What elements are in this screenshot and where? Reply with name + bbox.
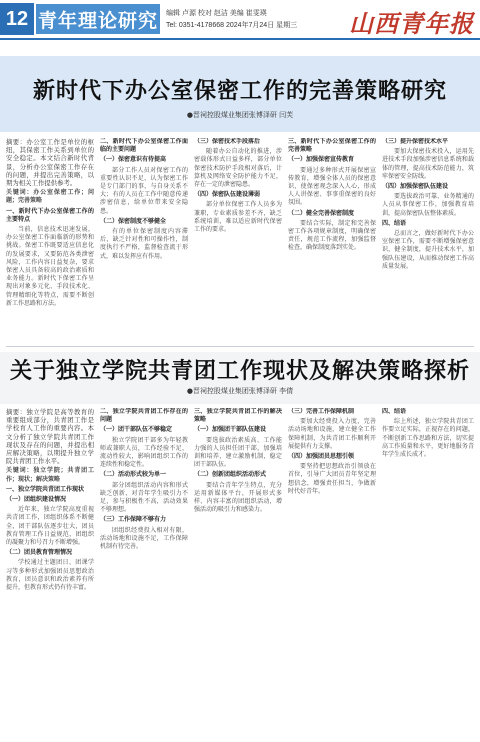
article1-paragraph: 总而言之，做好新时代下办公室保密工作，需要不断增强保密意识，健全制度，提升技术水平，加强队伍建设，从而推动保密工作高质量发展。 xyxy=(382,230,474,270)
header-rule xyxy=(0,38,480,40)
article1-subheading: （一）加强保密宣传教育 xyxy=(288,156,355,164)
article2-paragraph: 近年来，独立学院高度重视共青团工作，团组织体系不断健全，团干部队伍逐步壮大，团员教育管理工作日益规范，团组织的凝聚力和号召力不断增强。 xyxy=(6,506,94,547)
article2-subheading: （一）团干部队伍不够稳定 xyxy=(100,426,173,434)
article1-column-4 xyxy=(288,138,376,342)
article2-column-5 xyxy=(382,408,474,738)
article2-paragraph: 要结合青年学生特点，充分运用新媒体平台，开展形式多样、内容丰富的团组织活动，增强活动的吸引力和感染力。 xyxy=(194,481,282,514)
article1-paragraph: 要加大保密技术投入，运用先进技术手段加强涉密信息系统和载体的管理，提高技术防范能力，筑牢保密安全防线。 xyxy=(382,148,474,180)
article2-subheading: （一）团组织建设情况 xyxy=(6,496,67,504)
article2-keywords: 关键词：独立学院；共青团工作；现状；解决策略 xyxy=(6,467,94,483)
article2-heading-4: 四、结语 xyxy=(382,408,407,415)
page-number: 12 xyxy=(0,3,34,35)
article2-paragraph: 部分团组织活动内容和形式缺乏创新，对青年学生吸引力不足，参与积极性不高，活动效果不够理想。 xyxy=(100,481,188,514)
article2-subheading: （四）加强团员思想引领 xyxy=(288,453,355,461)
article1-abstract: 摘要：办公室工作是单位的枢纽，其保密工作关系到单位的安全稳定。本文结合新时代背景，分析办公室保密工作存在的问题，并提出完善策略，以期为相关工作提供参考。 xyxy=(6,138,94,188)
article2-subheading: （二）创新团组织活动形式 xyxy=(194,471,267,479)
article2-column-2 xyxy=(100,408,188,738)
article2-subheading: （二）活动形式较为单一 xyxy=(100,471,167,479)
article2-column-1 xyxy=(6,408,94,738)
article1-title: 新时代下办公室保密工作的完善策略研究 xyxy=(32,79,447,104)
article1-subheading: （四）保密队伍建设薄弱 xyxy=(194,191,261,199)
article2-paragraph: 综上所述，独立学院共青团工作要立足实际，正视存在的问题，不断创新工作思路和方法，切实提高工作质量和水平，更好地服务青年学生成长成才。 xyxy=(382,418,474,459)
article2-subheading: （三）工作保障不够有力 xyxy=(100,516,167,524)
article2-heading-3: 三、独立学院共青团工作的解决策略 xyxy=(194,408,282,424)
newspaper-logo: 山西青年报 xyxy=(349,9,474,38)
article2-paragraph: 要坚持把思想政治引领放在首位，引导广大团员青年坚定理想信念，增强责任担当，争做新时代好青年。 xyxy=(288,463,376,495)
article2-paragraph: 团组织经费投入相对有限，活动场地和设施不足，工作保障机制有待完善。 xyxy=(100,526,188,551)
article1-subheading: （三）保密技术手段落后 xyxy=(194,138,261,145)
article2-column-4 xyxy=(288,408,376,738)
article1-paragraph: 部分工作人员对保密工作的重要性认识不足，认为保密工作是专门部门的事，与自身关系不大；有的人员在工作中随意传递涉密信息，给单位带来安全隐患。 xyxy=(100,166,188,215)
article2-column-3 xyxy=(194,408,282,738)
section-title: 青年理论研究 xyxy=(36,4,160,34)
article2-heading-1: 一、独立学院共青团工作现状 xyxy=(6,485,85,493)
article2-subheading: （一）加强团干部队伍建设 xyxy=(194,426,267,434)
article2-paragraph: 学校通过主题团日、团课学习等多种形式加强团员思想政治教育，团员意识和政治素养有所提升，但教育形式仍有待丰富。 xyxy=(6,559,94,592)
article1-paragraph: 当前，信息技术迅速发展，办公室保密工作面临新的形势和挑战。保密工作既要适应信息化的发展要求，又要防范各类泄密风险，工作内容日益复杂，要求保密人员具备较高的政治素质和业务能力。新时代下保密工作呈现出对象多元化、手段技术化、管理精细化等特点，需要不断创新工作思路和方法。 xyxy=(6,226,94,307)
article1-keywords: 关键词：办公室保密工作；问题；完善策略 xyxy=(6,189,94,205)
article1-heading-1: 一、新时代下办公室保密工作的主要特点 xyxy=(6,207,94,223)
article2-paragraph: 要加大经费投入力度，完善活动场地和设施，建立健全工作保障机制，为共青团工作顺利开展提供有力支撑。 xyxy=(288,418,376,450)
article1-subheading: （四）加强保密队伍建设 xyxy=(382,183,449,191)
article2-abstract: 摘要：独立学院是高等教育的重要组成部分，共青团工作是学校育人工作的重要内容。本文分析了独立学院共青团工作现状及存在的问题，并提出相应解决策略，以期提升独立学院共青团工作水平。 xyxy=(6,408,94,466)
article1-paragraph: 要通过多种形式开展保密宣传教育，增强全体人员的保密意识，使保密观念深入人心，形成人人讲保密、事事重保密的良好氛围。 xyxy=(288,166,376,207)
article1-column-2 xyxy=(100,138,188,342)
page-header xyxy=(0,0,480,46)
article-divider xyxy=(6,346,474,347)
article1-paragraph: 随着办公自动化的推进，涉密载体形式日益多样，部分单位保密技术防护手段相对落后，计算机及网络安全防护能力不足，存在一定的泄密隐患。 xyxy=(194,148,282,189)
article1-column-1 xyxy=(6,138,94,342)
article1-subheading: （三）提升保密技术水平 xyxy=(382,138,449,145)
article2-paragraph: 要选拔政治素质高、工作能力强的人员担任团干部，加强培训和培养，建立激励机制，稳定团干部队伍。 xyxy=(194,436,282,469)
article2-author: ●晋祠控股煤业集团张博泽研 李倩 xyxy=(186,387,294,395)
article1-heading-2: 二、新时代下办公室保密工作面临的主要问题 xyxy=(100,138,188,154)
contact-date-line: Tel: 0351-4178668 2024年7月24日 星期三 xyxy=(166,22,298,29)
article1-column-5 xyxy=(382,138,474,342)
article2-subheading: （三）完善工作保障机制 xyxy=(288,408,355,415)
article1-heading-3: 三、新时代下办公室保密工作的完善策略 xyxy=(288,138,376,154)
article1-paragraph: 部分单位保密工作人员多为兼职，专业素质参差不齐，缺乏系统培训，难以适应新时代保密工作的要求。 xyxy=(194,201,282,234)
article2-heading-2: 二、独立学院共青团工作存在的问题 xyxy=(100,408,188,424)
article1-author: ●晋祠控股煤业集团张博泽研 闫芙 xyxy=(186,111,294,119)
article1-paragraph: 要结合实际，制定和完善保密工作各项规章制度，明确保密责任，规范工作流程，加强监督检查，确保制度落到实处。 xyxy=(288,219,376,252)
editor-line: 编辑 卢源 校对 赵洁 美编 崔雯瑛 xyxy=(166,10,267,17)
article1-paragraph: 有的单位保密制度内容滞后，缺乏针对性和可操作性，制度执行不严格，监督检查流于形式，难以发挥应有作用。 xyxy=(100,228,188,260)
article2-title: 关于独立学院共青团工作现状及解决策略探析 xyxy=(9,359,470,384)
article2-paragraph: 独立学院团干部多为年轻教师或兼职人员，工作经验不足，流动性较大，影响团组织工作的连续性和稳定性。 xyxy=(100,436,188,469)
article1-paragraph: 要选拔政治可靠、业务精通的人员从事保密工作，加强教育培训，提高保密队伍整体素质。 xyxy=(382,193,474,217)
article1-subheading: （二）健全完善保密制度 xyxy=(288,209,355,217)
article2-subheading: （二）团员教育管理情况 xyxy=(6,549,73,557)
article1-column-3 xyxy=(194,138,282,342)
article1-subheading: （一）保密意识有待提高 xyxy=(100,156,167,164)
article1-subheading: （二）保密制度不够健全 xyxy=(100,217,167,225)
article1-heading-4: 四、结语 xyxy=(382,219,407,227)
